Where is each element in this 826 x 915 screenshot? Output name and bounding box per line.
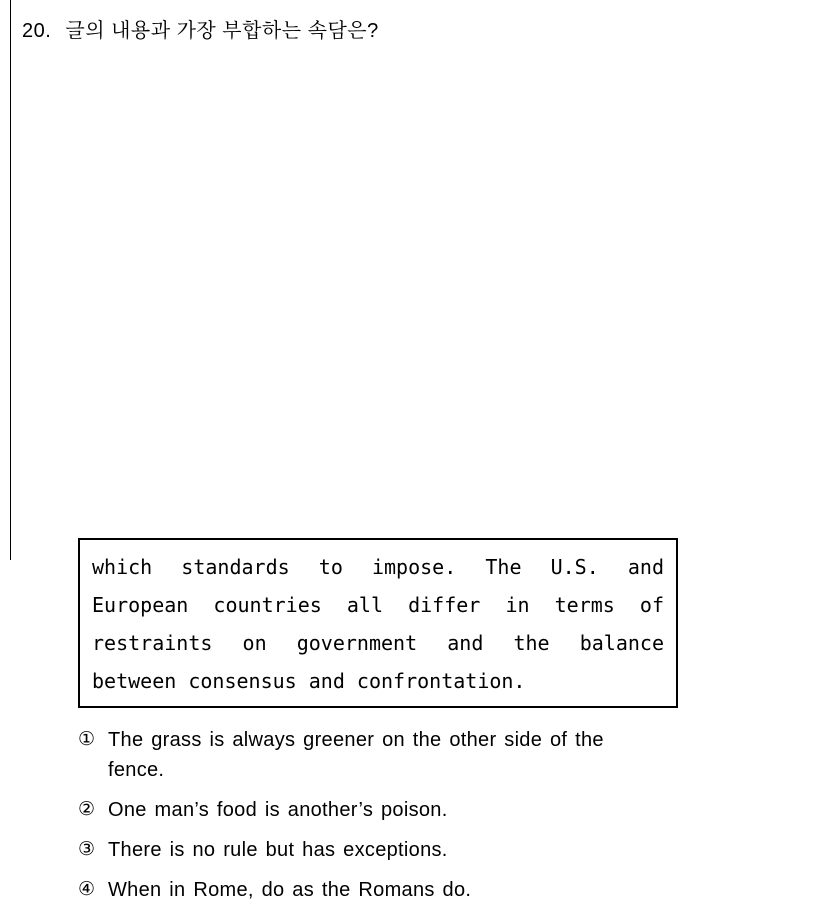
excerpt-text — [80, 540, 676, 708]
choice-marker-4: ④ — [78, 879, 96, 900]
choice-marker-1: ① — [78, 729, 96, 750]
excerpt-box — [78, 538, 678, 708]
excerpt-line: which standards to impose. The U.S. and — [92, 555, 664, 579]
question-number: 20. — [22, 20, 52, 42]
choice-option-2[interactable] — [78, 795, 798, 825]
choice-option-1[interactable] — [78, 725, 798, 785]
choice-label-1-cont: fence. — [108, 759, 165, 781]
question-text: 글의 내용과 가장 부합하는 속담은? — [65, 20, 379, 42]
choice-marker-3: ③ — [78, 839, 96, 860]
excerpt-line: European countries all differ in terms of — [92, 593, 664, 617]
choice-label-2: One man’s food is another’s poison. — [108, 799, 448, 821]
choice-option-3[interactable] — [78, 835, 798, 865]
question-header — [22, 14, 379, 43]
excerpt-line: between consensus and confrontation. — [92, 669, 526, 693]
choice-label-4: When in Rome, do as the Romans do. — [108, 879, 472, 901]
choice-label-3: There is no rule but has exceptions. — [108, 839, 448, 861]
excerpt-line: restraints on government and the balance — [92, 631, 664, 655]
choice-label-1: The grass is always greener on the other side of the — [108, 729, 604, 751]
choice-marker-2: ② — [78, 799, 96, 820]
choice-option-4[interactable] — [78, 875, 798, 905]
passage-left-rule — [10, 0, 11, 560]
answer-choices — [78, 725, 798, 915]
